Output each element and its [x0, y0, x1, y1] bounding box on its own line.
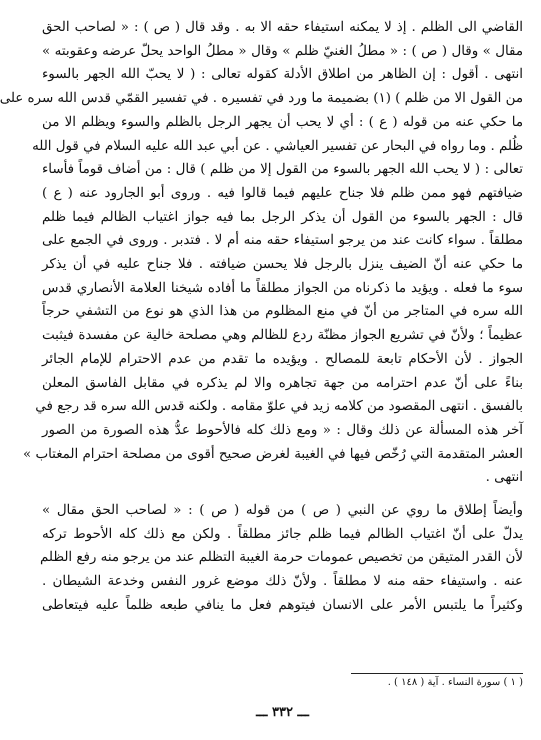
footnote: ( ١ ) سورة النساء . آية ( ١٤٨ ) .: [387, 677, 523, 688]
text-line: الله سره في المتاجر من أنّ في منع المظلوم من هذا الذي هو نوع من التشفي حرجاً: [42, 304, 523, 320]
footnote-separator: [351, 673, 523, 674]
text-line: ظُلم . وما رواه في البحار عن تفسير العياشي . عن أبي عبد الله عليه السلام في قول الله: [32, 138, 523, 154]
text-line: قال : الجهر بالسوء من القول أن يذكر الرجل بما فيه جواز اغتياب الظالم فيما ظلم: [42, 209, 523, 225]
paragraph-1: [0, 16, 523, 490]
text-line: بناءً على أنّ عدم احترامه من جهة تجاهره والا لم يذكره في مقابل الفاسق المعلن: [42, 375, 523, 391]
text-line: آخر هذه المسألة عن ذلك وقال : « ومع ذلك كله فالأحوط عدُّ هذه الصورة من الصور: [42, 422, 523, 438]
text-line: الجواز . لأن الأحكام تابعة للمصالح . ويؤيده ما تقدم من عدم الاحترام للإمام الجائر: [42, 351, 523, 367]
text-line: ضيافتهم فهو ممن ظلم فلا جناح عليهم فيما قالوا فيه . وروى أبو الجارود عنه ( ع ): [42, 185, 523, 201]
text-line: من القول الا من ظلم ) (١) بضميمة ما ورد في تفسيره . في تفسير القمّي قدس الله سره على: [0, 91, 523, 107]
text-line: ما حكي عنه أنّ الضيف ينزل بالرجل فلا يحسن ضيافته . فلا جناح عليه في أن يذكر: [42, 257, 523, 273]
paragraph-2: [42, 499, 523, 618]
body-text: [0, 16, 523, 618]
text-line: سوء ما فعله . ويؤيد ما ذكرناه من الجواز مطلقاً ما أفاده شيخنا العلامة الأنصاري قدس: [42, 280, 523, 296]
text-line: عظيماً ؛ ولأنّ في تشريع الجواز مظنّة ردع للظالم وهي مصلحة خالية عن مفسدة فيثبت: [42, 328, 523, 344]
text-line: لأن القدر المتيقن من تخصيص عمومات حرمة الغيبة التظلم عند من يرجو منه رفع الظلم: [40, 550, 523, 566]
text-line: انتهى .: [485, 470, 523, 486]
text-line: بالفسق . انتهى المقصود من كلامه زيد في علوّ مقامه . ولكنه قدس الله سره قد رجع في: [35, 399, 523, 415]
text-line: وأيضاً إطلاق ما روي عن النبي ( ص ) من قوله ( ص ) : « لصاحب الحق مقال »: [42, 503, 523, 519]
text-line: عنه . واستيفاء حقه منه لا مطلقاً . ولأنّ ذلك موضع غرور النفس وخدعة الشيطان .: [42, 574, 523, 590]
text-line: وكثيراً ما يلتبس الأمر على الانسان فيتوهم فعل ما ينافي طبعه ظلماً عليه فيتعاطى: [42, 597, 523, 613]
paragraph-gap: [42, 490, 523, 499]
text-line: انتهى . أقول : إن الظاهر من اطلاق الأدلة كقوله تعالى : ( لا يحبّ الله الجهر بالسوء: [42, 67, 523, 83]
text-line: تعالى : ( لا يحب الله الجهر بالسوء من القول إلا من ظلم ) قال : من أضاف قوماً فأساء: [42, 162, 523, 178]
text-line: مقال » وقال ( ص ) : « مطلُ الغنيّ ظلم » وقال « مطلُ الواحد يحلّ عرضه وعقوبته »: [42, 43, 523, 59]
text-line: يدلّ على أنّ اغتياب الظالم فيما ظلم جائز مطلقاً . ولكن مع ذلك كله الأحوط تركه: [42, 526, 523, 542]
text-line: مطلقاً . سواء كانت عند من يرجو استيفاء حقه منه أم لا . فتدبر . وروى في الجمع على: [42, 233, 523, 249]
text-line: القاضي الى الظلم . إذ لا يمكنه استيفاء حقه الا به . وقد قال ( ص ) : « لصاحب الحق: [42, 20, 523, 35]
text-line: العشر المتقدمة التي رُخّص فيها في الغيبة لغرض صحيح أقوى من مصلحة احترام المغتاب »: [23, 446, 523, 462]
text-line: ما حكي عنه من قوله ( ع ) : أي لا يحب أن يجهر الرجل بالظلم والسوء ويظلم الا من: [42, 114, 523, 130]
page-number: ـــ ٣٣٢ ـــ: [256, 705, 309, 720]
